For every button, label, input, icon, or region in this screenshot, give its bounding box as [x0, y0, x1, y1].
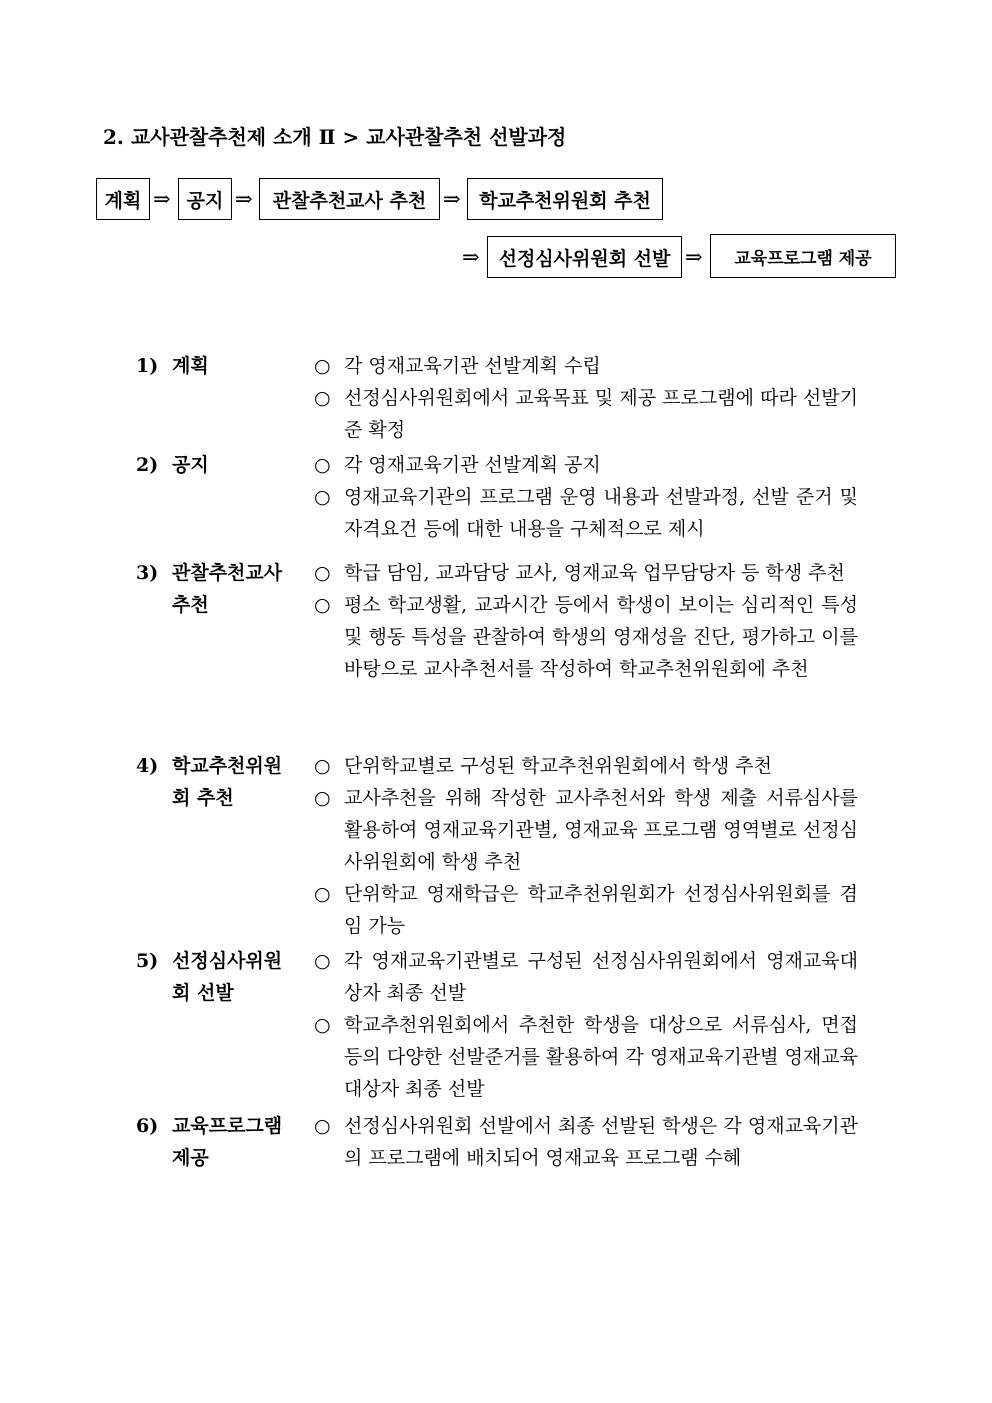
circle-bullet-icon: ○	[314, 594, 331, 616]
list-item: ○ 평소 학교생활, 교과시간 등에서 학생이 보이는 심리적인 특성 및 행동 특성을 관찰하여 학생의 영재성을 진단, 평가하고 이를 바탕으로 교사추천서를 작성하여 학교추천위원회에 추천	[314, 589, 858, 685]
section-number: 6)	[136, 1115, 159, 1137]
section-label: 교육프로그램 제공	[172, 1115, 283, 1169]
circle-bullet-icon: ○	[314, 486, 331, 508]
flow-arrow: ⇒	[443, 187, 461, 211]
flow-arrow: ⇒	[235, 187, 253, 211]
flow-step-teacher-recommend: 관찰추천교사 추천	[259, 178, 440, 220]
section-number: 5)	[136, 950, 159, 972]
section-label: 선정심사위원회 선발	[172, 950, 283, 1004]
circle-bullet-icon: ○	[314, 1014, 331, 1036]
flow-step-plan: 계획	[96, 178, 150, 220]
section-number: 3)	[136, 562, 159, 584]
section-number: 2)	[136, 454, 159, 476]
circle-bullet-icon: ○	[314, 387, 331, 409]
flow-arrow: ⇒	[685, 245, 703, 269]
list-item: ○ 교사추천을 위해 작성한 교사추천서와 학생 제출 서류심사를 활용하여 영재교육기관별, 영재교육 프로그램 영역별로 선정심사위원회에 학생 추천	[314, 782, 858, 878]
list-item: ○ 각 영재교육기관별로 구성된 선정심사위원회에서 영재교육대상자 최종 선발	[314, 945, 858, 1009]
flow-step-program: 교육프로그램 제공	[710, 234, 896, 278]
flow-step-notice: 공지	[178, 178, 232, 220]
list-item: ○ 단위학교 영재학급은 학교추천위원회가 선정심사위원회를 겸임 가능	[314, 878, 858, 942]
circle-bullet-icon: ○	[314, 950, 331, 972]
circle-bullet-icon: ○	[314, 787, 331, 809]
circle-bullet-icon: ○	[314, 1115, 331, 1137]
list-item: ○ 학교추천위원회에서 추천한 학생을 대상으로 서류심사, 면접 등의 다양한 선발준거를 활용하여 각 영재교육기관별 영재교육대상자 최종 선발	[314, 1009, 858, 1105]
section-label: 계획	[172, 355, 209, 377]
list-item: ○ 선정심사위원회에서 교육목표 및 제공 프로그램에 따라 선발기준 확정	[314, 382, 858, 446]
list-item: ○ 각 영재교육기관 선발계획 수립	[314, 350, 858, 382]
list-item: ○ 영재교육기관의 프로그램 운영 내용과 선발과정, 선발 준거 및 자격요건 등에 대한 내용을 구체적으로 제시	[314, 481, 858, 545]
circle-bullet-icon: ○	[314, 883, 331, 905]
list-item: ○ 각 영재교육기관 선발계획 공지	[314, 449, 858, 481]
flow-arrow: ⇒	[462, 245, 480, 269]
section-label: 학교추천위원회 추천	[172, 755, 283, 809]
circle-bullet-icon: ○	[314, 755, 331, 777]
circle-bullet-icon: ○	[314, 355, 331, 377]
section-title: 2. 교사관찰추천제 소개 Ⅱ > 교사관찰추천 선발과정	[103, 125, 567, 149]
section-label: 관찰추천교사 추천	[172, 562, 283, 616]
circle-bullet-icon: ○	[314, 562, 331, 584]
section-number: 1)	[136, 355, 159, 377]
list-item: ○ 선정심사위원회 선발에서 최종 선발된 학생은 각 영재교육기관의 프로그램에 배치되어 영재교육 프로그램 수혜	[314, 1110, 858, 1174]
flow-arrow: ⇒	[153, 187, 171, 211]
flow-step-school-committee: 학교추천위원회 추천	[467, 178, 663, 220]
flow-step-selection-committee: 선정심사위원회 선발	[487, 236, 682, 278]
section-label: 공지	[172, 454, 209, 476]
list-item: ○ 학급 담임, 교과담당 교사, 영재교육 업무담당자 등 학생 추천	[314, 557, 858, 589]
circle-bullet-icon: ○	[314, 454, 331, 476]
section-number: 4)	[136, 755, 159, 777]
list-item: ○ 단위학교별로 구성된 학교추천위원회에서 학생 추천	[314, 750, 858, 782]
